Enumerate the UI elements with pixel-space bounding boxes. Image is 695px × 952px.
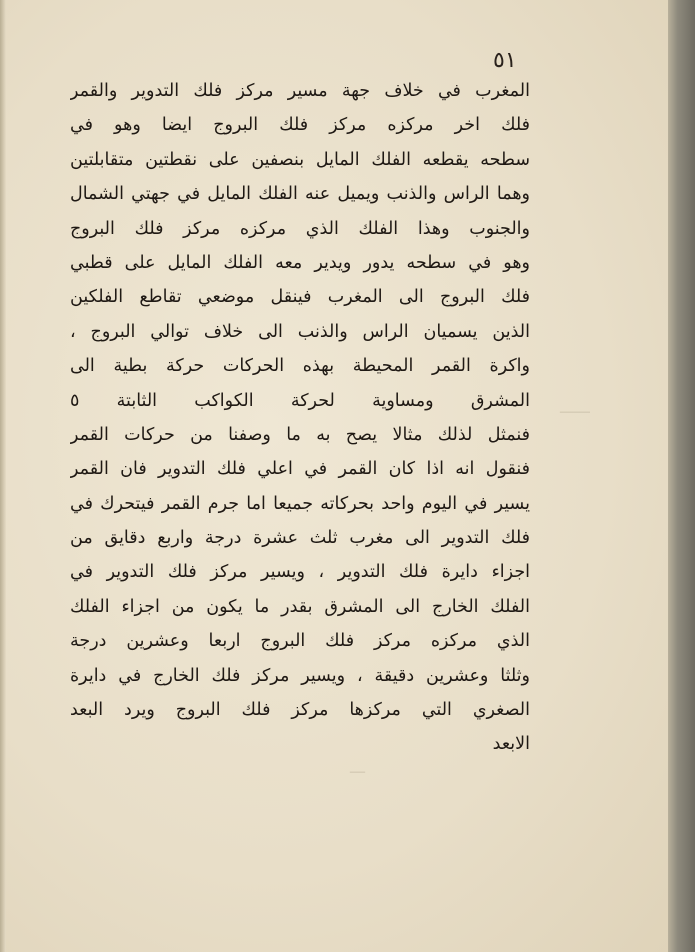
text-line: والجنوب وهذا الفلك الذي مركزه مركز فلك البروج (70, 218, 530, 239)
text-line: فلك اخر مركزه مركز فلك البروج ايضا وهو في (70, 115, 530, 136)
text-line: وثلثا وعشرين دقيقة ، ويسير مركز فلك الخارج في دايرة (70, 665, 530, 686)
text-line: الذي مركزه مركز فلك البروج اربعا وعشرين درجة (70, 631, 530, 652)
text-line: الصغري التي مركزها مركز فلك البروج ويرد البعد (70, 700, 530, 721)
show-through-mark: ــــــ (560, 398, 590, 418)
page-left-edge (0, 0, 6, 952)
text-line: المشرق ومساوية لحركة الكواكب الثابتة ٥ (70, 390, 530, 411)
text-line: وهو في سطحه يدور ويدير معه الفلك المايل على قطبي (70, 252, 530, 273)
text-line: يسير في اليوم واحد بحركاته جميعا اما جرم القمر فيتحرك في (70, 493, 530, 514)
page-gutter-shadow (668, 0, 695, 952)
text-line: فلك البروج الى المغرب فينقل موضعي تقاطع الفلكين (70, 287, 530, 308)
text-line: اجزاء دايرة فلك التدوير ، ويسير مركز فلك التدوير في (70, 562, 530, 583)
text-line: فلك التدوير الى مغرب ثلث عشرة درجة واربع دقايق من (70, 528, 530, 549)
text-line: المغرب في خلاف جهة مسير مركز فلك التدوير والقمر (70, 81, 530, 101)
text-line: فنقول انه اذا كان القمر في اعلي فلك التدوير فان القمر (70, 459, 530, 480)
text-line: الفلك الخارج الى المشرق بقدر ما يكون من اجزاء الفلك (70, 596, 530, 617)
text-line: الذين يسميان الراس والذنب الى خلاف توالي البروج ، (70, 321, 530, 342)
text-line: واكرة القمر المحيطة بهذه الحركات حركة بطية الى (70, 356, 530, 377)
text-line: سطحه يقطعه الفلك المايل بنصفين على نقطتين متقابلتين (70, 149, 530, 170)
main-text-block (70, 74, 530, 762)
text-line: فنمثل لذلك مثالا يصح به ما وصفنا من حركات القمر (70, 424, 530, 445)
text-line: وهما الراس والذنب ويميل عنه الفلك المايل في جهتي الشمال (70, 184, 530, 205)
page-number: ٥١ (493, 48, 517, 73)
text-line: الابعد (492, 734, 530, 755)
show-through-mark: ـــ (350, 758, 365, 778)
